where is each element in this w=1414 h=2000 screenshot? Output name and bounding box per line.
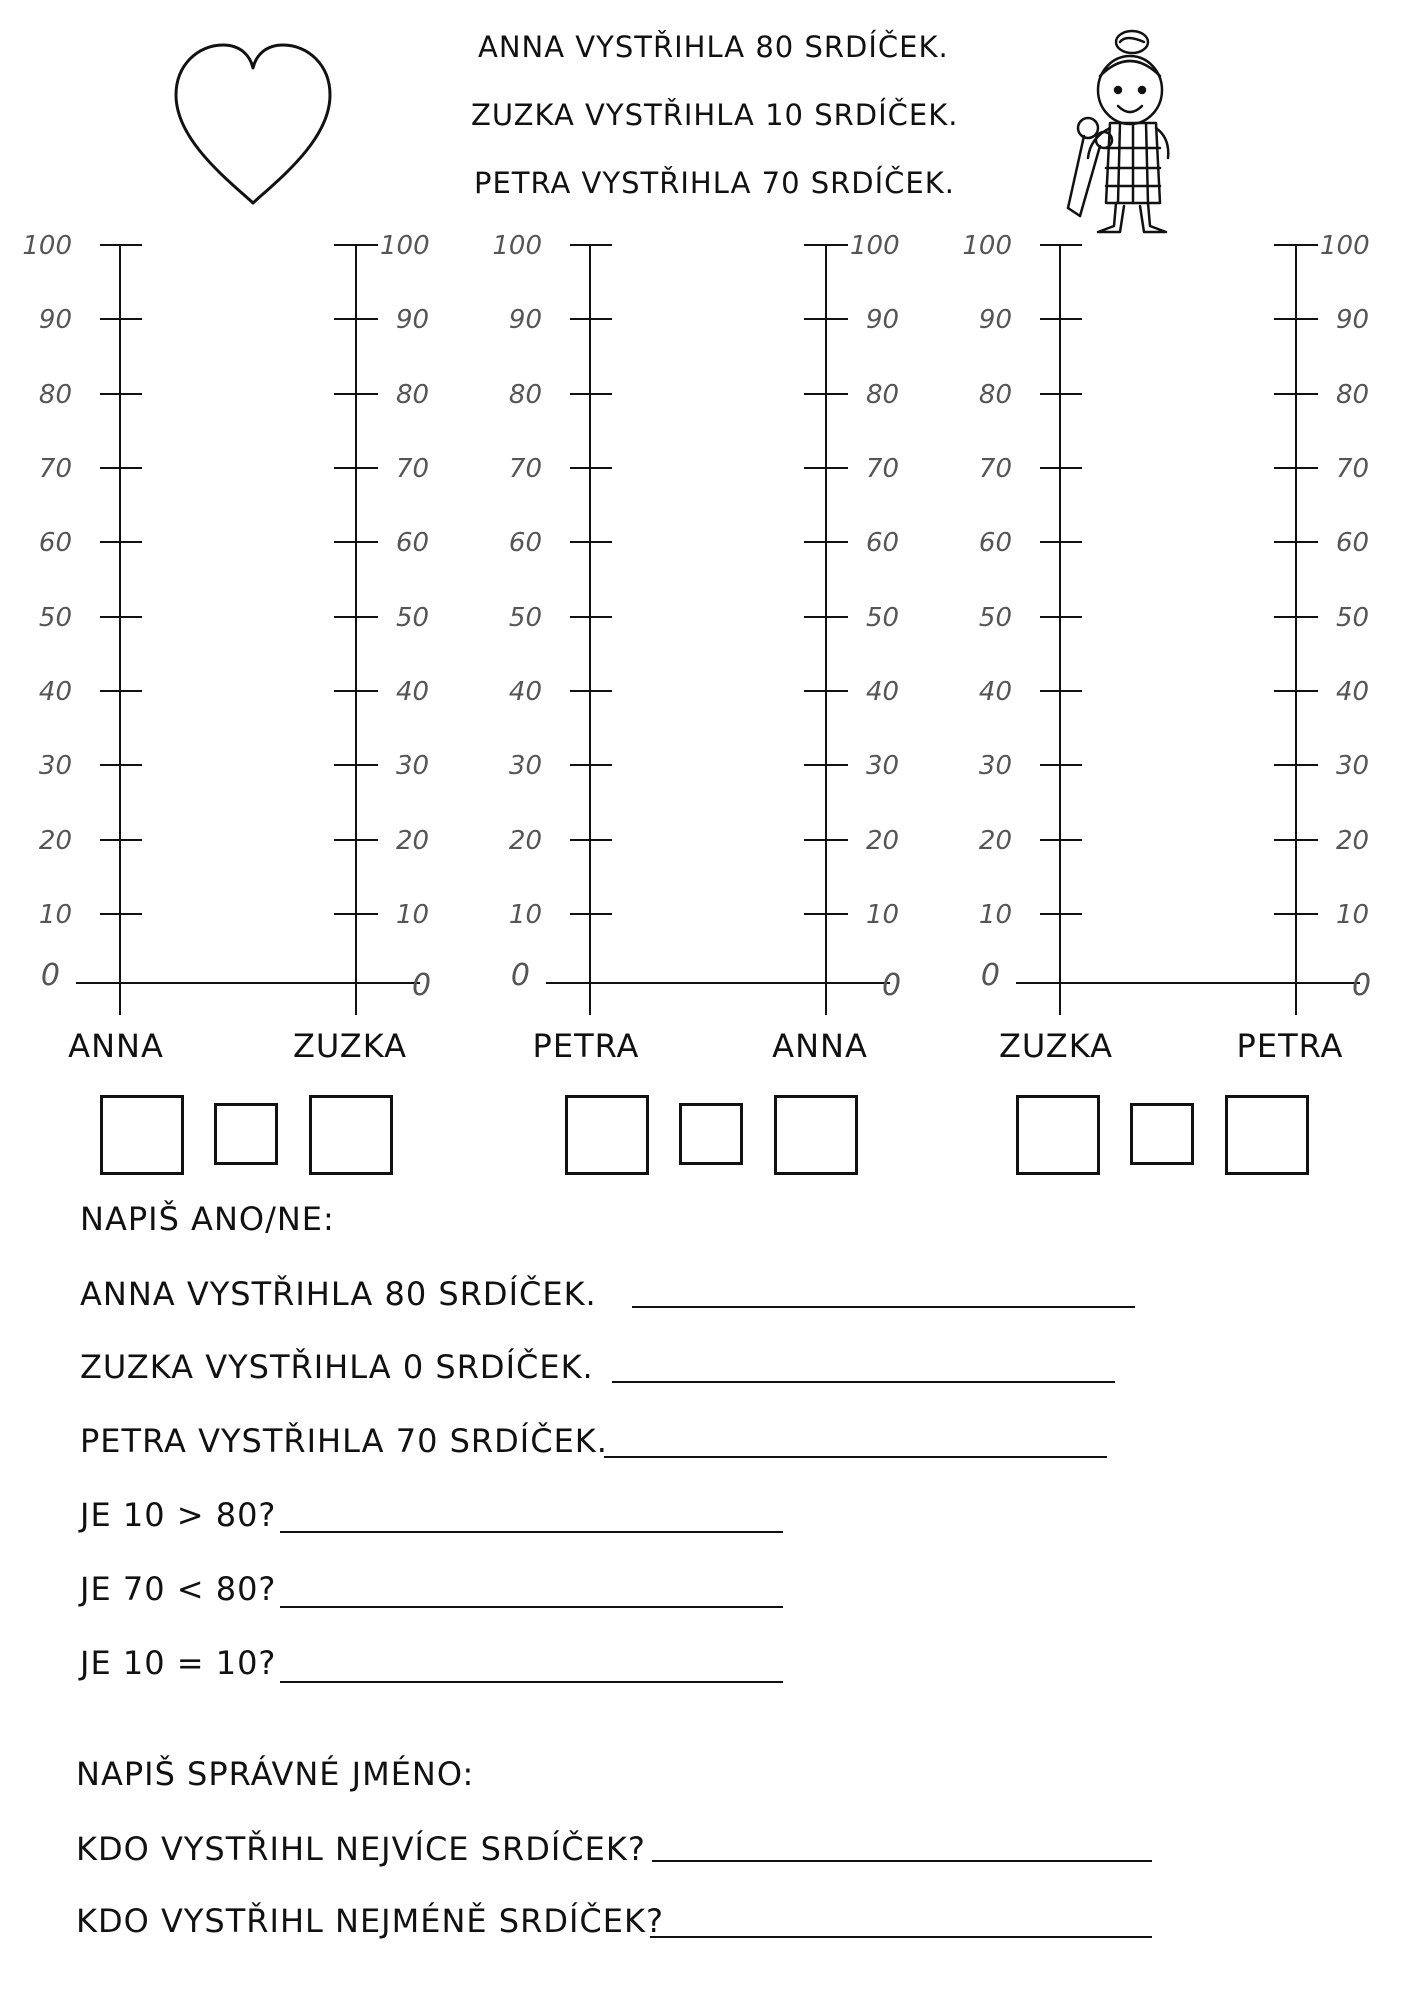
left-tick-label: 20 — [38, 826, 72, 856]
chart-left-name: ZUZKA — [998, 1027, 1114, 1065]
header-statement-zuzka: ZUZKA VYSTŘIHLA 10 SRDÍČEK. — [471, 98, 959, 132]
question-text: ZUZKA VYSTŘIHLA 0 SRDÍČEK. — [80, 1348, 594, 1386]
answer-line[interactable] — [612, 1381, 1115, 1383]
answer-line[interactable] — [604, 1456, 1107, 1458]
left-tick-label: 60 — [508, 528, 542, 558]
left-tick-label: 50 — [38, 603, 72, 633]
left-tick-label: 90 — [38, 305, 72, 335]
left-tick-label: 0 — [510, 958, 530, 993]
right-tick-label: 20 — [1336, 826, 1370, 856]
question-text: KDO VYSTŘIHL NEJVÍCE SRDÍČEK? — [76, 1830, 646, 1868]
chart-right-name: PETRA — [1236, 1027, 1344, 1065]
header-statement-anna: ANNA VYSTŘIHLA 80 SRDÍČEK. — [478, 30, 949, 64]
answer-line[interactable] — [632, 1306, 1135, 1308]
chart-right-name: ZUZKA — [292, 1027, 408, 1065]
right-tick-label: 40 — [396, 677, 430, 707]
right-tick-label: 70 — [396, 454, 430, 484]
right-tick-label: 10 — [866, 900, 900, 930]
left-tick-label: 70 — [38, 454, 72, 484]
answer-line[interactable] — [280, 1531, 783, 1533]
comparison-box-right[interactable] — [309, 1095, 393, 1175]
left-tick-label: 70 — [978, 454, 1012, 484]
left-tick-label: 100 — [492, 231, 542, 261]
right-tick-label: 60 — [396, 528, 430, 558]
chart-axes — [76, 245, 420, 1015]
chart-right-name: ANNA — [772, 1027, 868, 1065]
left-tick-label: 10 — [978, 900, 1012, 930]
left-tick-label: 40 — [508, 677, 542, 707]
right-tick-label: 90 — [1336, 305, 1370, 335]
right-tick-label: 0 — [882, 968, 902, 1003]
section-heading-yes-no: NAPIŠ ANO/NE: — [80, 1200, 335, 1238]
left-tick-label: 60 — [38, 528, 72, 558]
right-tick-label: 0 — [412, 968, 432, 1003]
left-tick-label: 0 — [40, 958, 60, 993]
left-tick-label: 50 — [508, 603, 542, 633]
question-text: PETRA VYSTŘIHLA 70 SRDÍČEK. — [80, 1422, 608, 1460]
chart-zuzka-petra — [960, 215, 1380, 1065]
right-tick-label: 30 — [396, 751, 430, 781]
right-tick-label: 10 — [1336, 900, 1370, 930]
question-text: JE 10 > 80? — [80, 1496, 277, 1534]
right-tick-label: 10 — [396, 900, 430, 930]
question-text: ANNA VYSTŘIHLA 80 SRDÍČEK. — [80, 1275, 597, 1313]
chart-left-name: PETRA — [532, 1027, 640, 1065]
question-text: JE 10 = 10? — [80, 1644, 277, 1682]
right-tick-label: 90 — [396, 305, 430, 335]
question-text: JE 70 < 80? — [80, 1570, 277, 1608]
answer-line[interactable] — [280, 1681, 783, 1683]
left-tick-label: 30 — [508, 751, 542, 781]
header-statement-petra: PETRA VYSTŘIHLA 70 SRDÍČEK. — [474, 166, 955, 200]
right-tick-label: 30 — [1336, 751, 1370, 781]
right-tick-label: 0 — [1352, 968, 1372, 1003]
right-tick-label: 50 — [396, 603, 430, 633]
comparison-box-right[interactable] — [774, 1095, 858, 1175]
right-tick-label: 30 — [866, 751, 900, 781]
right-tick-label: 80 — [866, 380, 900, 410]
left-tick-label: 0 — [980, 958, 1000, 993]
right-tick-label: 60 — [866, 528, 900, 558]
left-tick-label: 10 — [38, 900, 72, 930]
girl-with-scissors-illustration — [1060, 28, 1190, 238]
left-tick-label: 40 — [38, 677, 72, 707]
comparison-sign-box[interactable] — [679, 1103, 743, 1165]
left-tick-label: 90 — [978, 305, 1012, 335]
comparison-sign-box[interactable] — [214, 1103, 278, 1165]
chart-anna-zuzka — [20, 215, 440, 1065]
right-tick-label: 40 — [1336, 677, 1370, 707]
right-tick-label: 40 — [866, 677, 900, 707]
answer-line[interactable] — [652, 1860, 1152, 1862]
left-tick-label: 80 — [508, 380, 542, 410]
left-tick-label: 80 — [978, 380, 1012, 410]
right-tick-label: 70 — [1336, 454, 1370, 484]
left-tick-label: 10 — [508, 900, 542, 930]
left-tick-label: 30 — [978, 751, 1012, 781]
comparison-sign-box[interactable] — [1130, 1103, 1194, 1165]
heart-icon — [168, 40, 338, 210]
left-tick-label: 50 — [978, 603, 1012, 633]
section-heading-names: NAPIŠ SPRÁVNÉ JMÉNO: — [76, 1755, 475, 1793]
left-tick-label: 20 — [978, 826, 1012, 856]
answer-line[interactable] — [280, 1606, 783, 1608]
right-tick-label: 80 — [396, 380, 430, 410]
comparison-box-left[interactable] — [1016, 1095, 1100, 1175]
left-tick-label: 70 — [508, 454, 542, 484]
right-tick-label: 100 — [380, 231, 430, 261]
right-tick-label: 20 — [866, 826, 900, 856]
left-tick-label: 80 — [38, 380, 72, 410]
left-tick-label: 90 — [508, 305, 542, 335]
right-tick-label: 20 — [396, 826, 430, 856]
chart-petra-anna — [490, 215, 910, 1065]
answer-line[interactable] — [650, 1936, 1152, 1938]
left-tick-label: 20 — [508, 826, 542, 856]
right-tick-label: 60 — [1336, 528, 1370, 558]
right-tick-label: 100 — [1320, 231, 1370, 261]
comparison-box-right[interactable] — [1225, 1095, 1309, 1175]
right-tick-label: 50 — [866, 603, 900, 633]
left-tick-label: 100 — [22, 231, 72, 261]
left-tick-label: 60 — [978, 528, 1012, 558]
left-tick-label: 40 — [978, 677, 1012, 707]
chart-left-name: ANNA — [68, 1027, 164, 1065]
right-tick-label: 80 — [1336, 380, 1370, 410]
right-tick-label: 70 — [866, 454, 900, 484]
chart-axes — [546, 245, 890, 1015]
chart-axes — [1016, 245, 1360, 1015]
comparison-box-left[interactable] — [565, 1095, 649, 1175]
comparison-box-left[interactable] — [100, 1095, 184, 1175]
right-tick-label: 100 — [850, 231, 900, 261]
question-text: KDO VYSTŘIHL NEJMÉNĚ SRDÍČEK? — [76, 1902, 664, 1940]
left-tick-label: 30 — [38, 751, 72, 781]
right-tick-label: 90 — [866, 305, 900, 335]
right-tick-label: 50 — [1336, 603, 1370, 633]
left-tick-label: 100 — [962, 231, 1012, 261]
